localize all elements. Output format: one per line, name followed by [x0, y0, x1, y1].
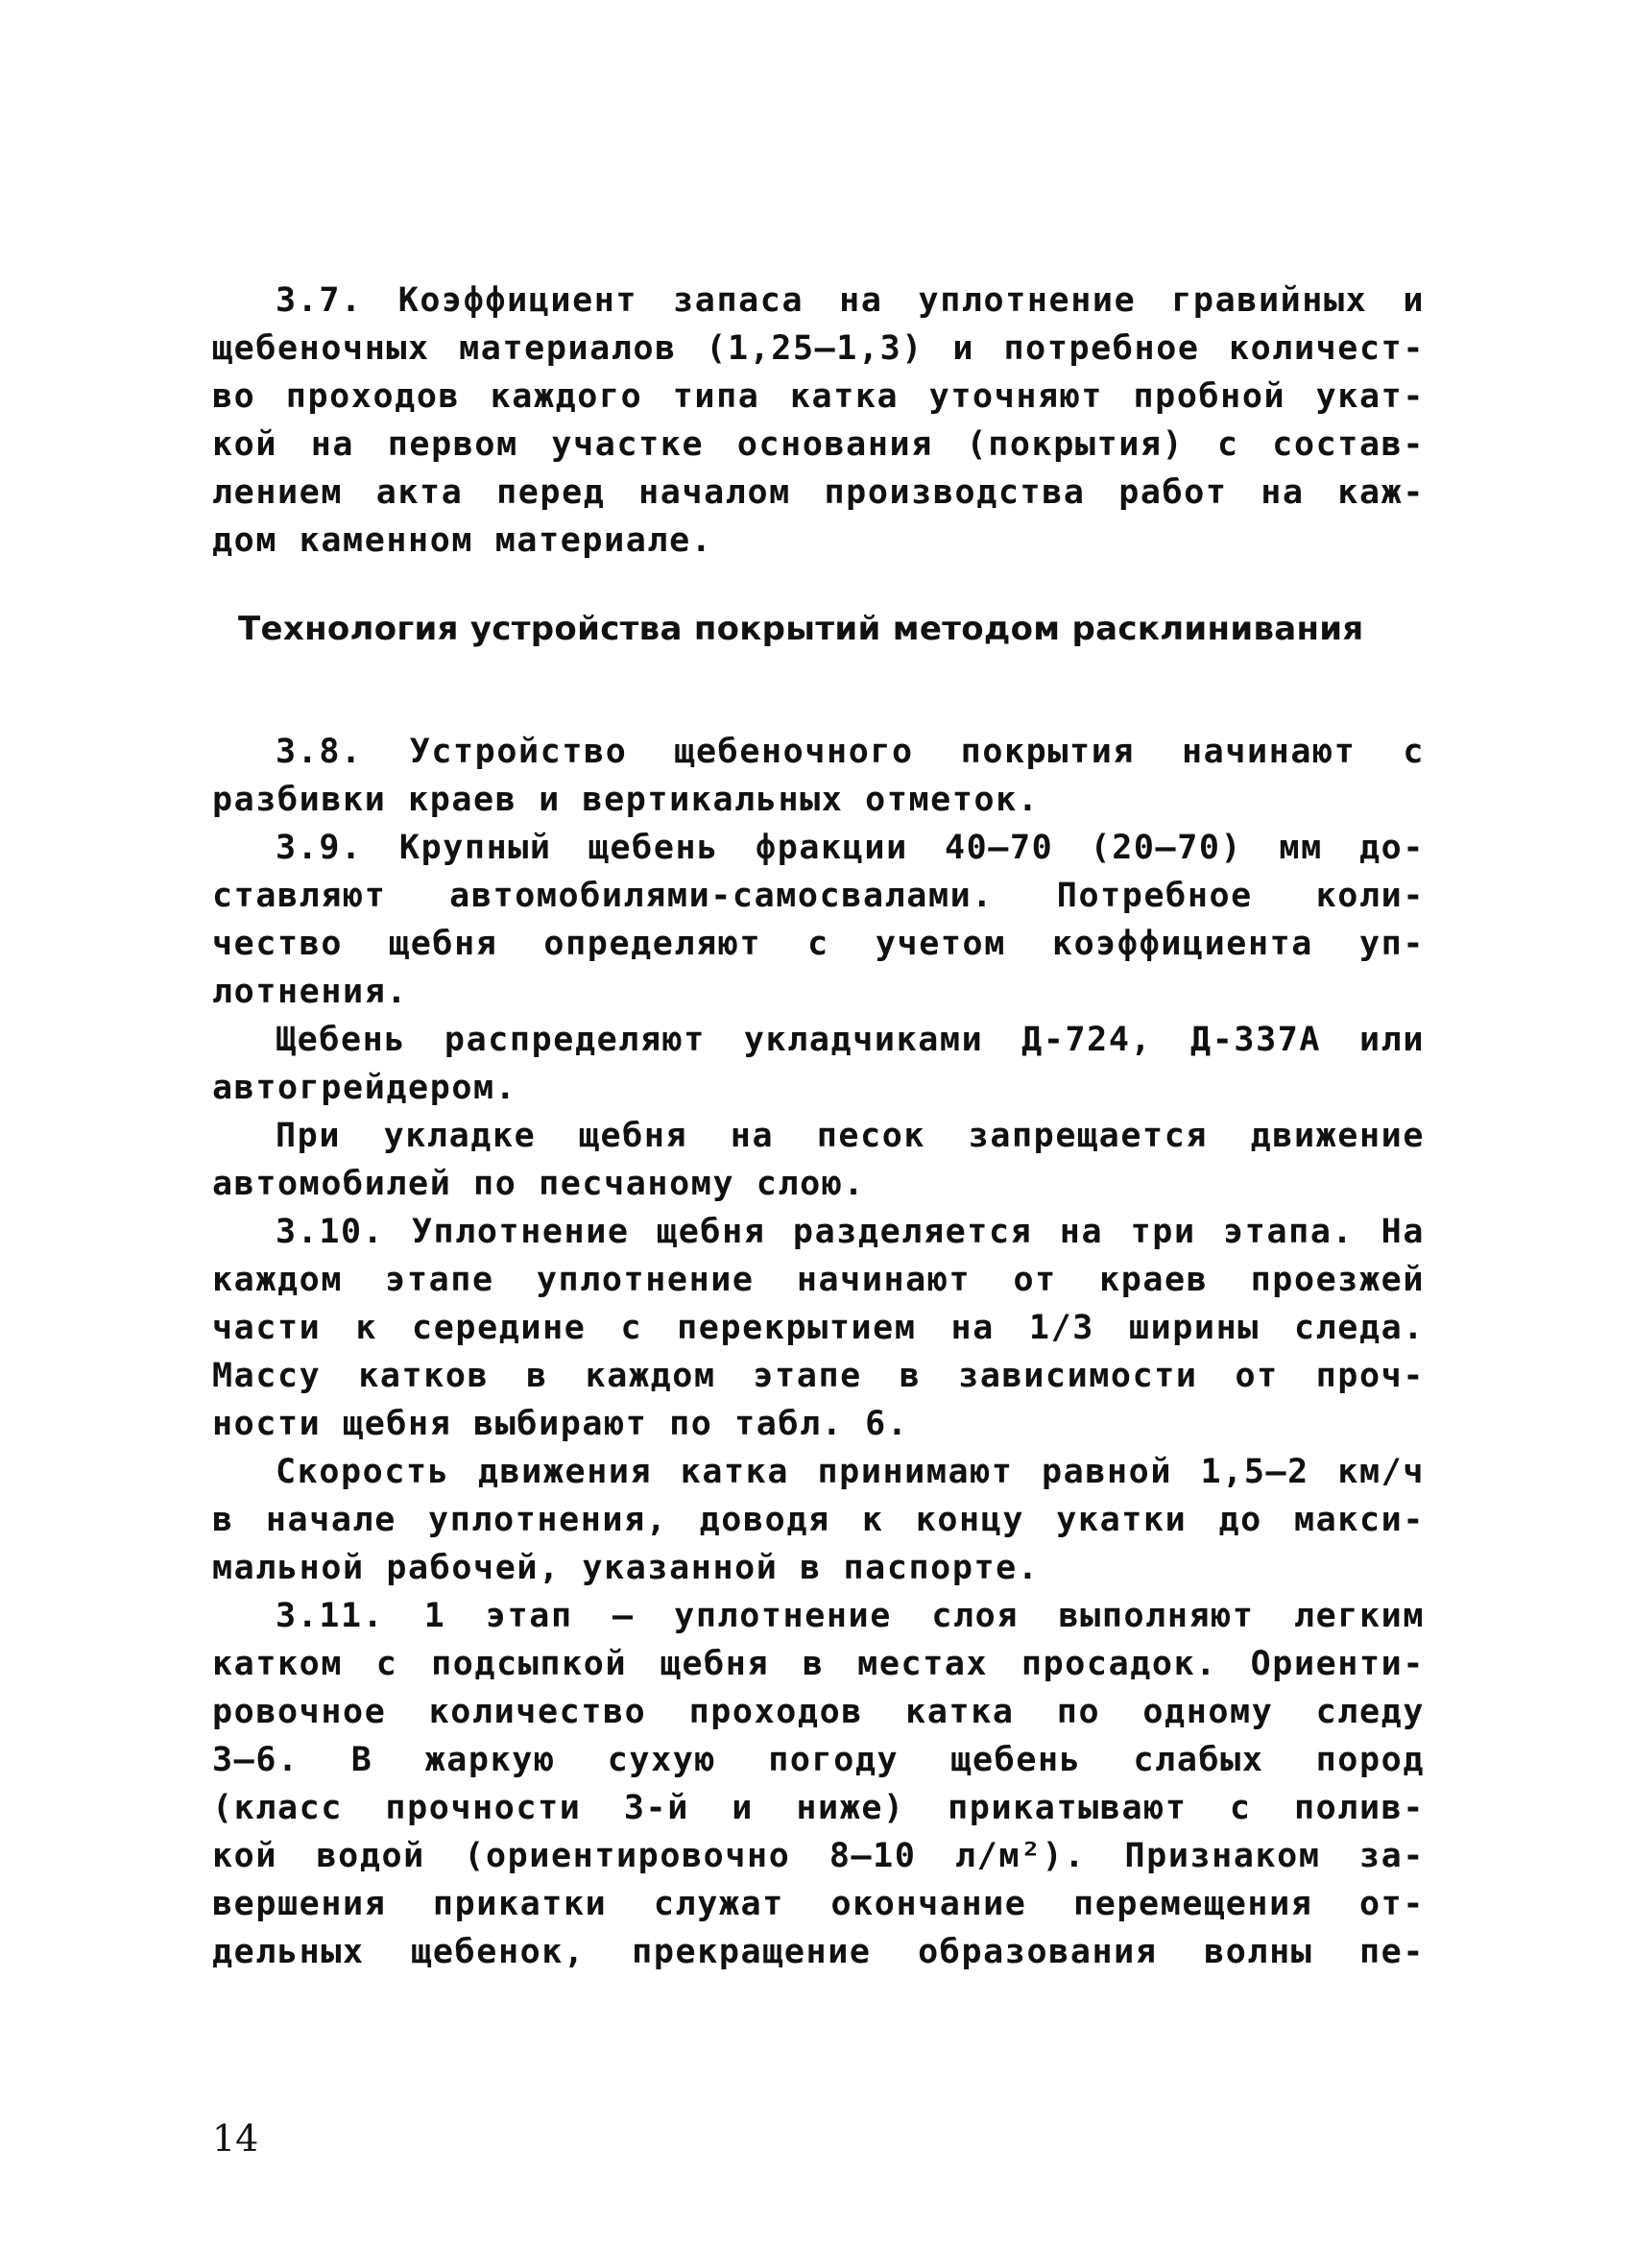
paragraph-3-9-line: лотнения. — [212, 973, 409, 1011]
paragraph-3-10-line: Скорость движения катка принимают равной 1,5–2 км/ч — [276, 1453, 1425, 1491]
paragraph-3-9-line: Щебень распределяют укладчиками Д-724, Д-337А или — [276, 1021, 1425, 1059]
paragraph-3-10-line: 3.10. Уплотнение щебня разделяется на три этапа. На — [276, 1213, 1425, 1251]
paragraph-3-7-line: кой на первом участке основания (покрытия) с состав- — [212, 425, 1425, 464]
paragraph-3-7-line: щебеночных материалов (1,25–1,3) и потребное количест- — [212, 329, 1425, 368]
paragraph-3-8-line: разбивки краев и вертикальных отметок. — [212, 781, 1040, 819]
paragraph-3-7-line: лением акта перед началом производства работ на каж- — [212, 473, 1425, 512]
paragraph-3-8-line: 3.8. Устройство щебеночного покрытия начинают с — [276, 733, 1425, 771]
paragraph-3-11-line: катком с подсыпкой щебня в местах просадок. Ориенти- — [212, 1645, 1425, 1683]
paragraph-3-10-line: части к середине с перекрытием на 1/3 ширины следа. — [212, 1309, 1425, 1347]
paragraph-3-11-line: (класс прочности 3-й и ниже) прикатывают с полив- — [212, 1789, 1425, 1827]
paragraph-3-11-line: вершения прикатки служат окончание перемещения от- — [212, 1885, 1425, 1923]
paragraph-3-9-line: чество щебня определяют с учетом коэффициента уп- — [212, 925, 1425, 963]
paragraph-3-11-line: ровочное количество проходов катка по одному следу — [212, 1693, 1425, 1731]
paragraph-3-11-line: 3–6. В жаркую сухую погоду щебень слабых пород — [212, 1741, 1425, 1779]
paragraph-3-10-line: Массу катков в каждом этапе в зависимости от проч- — [212, 1357, 1425, 1395]
paragraph-3-7-line: 3.7. Коэффициент запаса на уплотнение гравийных и — [276, 281, 1425, 320]
section-heading: Технология устройства покрытий методом расклинивания — [238, 610, 1364, 648]
paragraph-3-11-line: 3.11. 1 этап – уплотнение слоя выполняют легким — [276, 1597, 1425, 1635]
paragraph-3-11-line: кой водой (ориентировочно 8–10 л/м²). Признаком за- — [212, 1837, 1425, 1875]
paragraph-3-9-line: автогрейдером. — [212, 1069, 517, 1107]
paragraph-3-10-line: в начале уплотнения, доводя к концу укатки до макси- — [212, 1501, 1425, 1539]
paragraph-3-9-line: автомобилей по песчаному слою. — [212, 1165, 866, 1203]
paragraph-3-10-line: ности щебня выбирают по табл. 6. — [212, 1405, 909, 1443]
page-number: 14 — [212, 2117, 259, 2159]
paragraph-3-9-line: ставляют автомобилями-самосвалами. Потребное коли- — [212, 877, 1425, 915]
paragraph-3-10-line: мальной рабочей, указанной в паспорте. — [212, 1549, 1040, 1587]
paragraph-3-7-line: дом каменном материале. — [212, 521, 713, 560]
paragraph-3-11-line: дельных щебенок, прекращение образования волны пе- — [212, 1933, 1425, 1971]
paragraph-3-9-line: 3.9. Крупный щебень фракции 40–70 (20–70) мм до- — [276, 829, 1425, 867]
paragraph-3-10-line: каждом этапе уплотнение начинают от краев проезжей — [212, 1261, 1425, 1299]
paragraph-3-7-line: во проходов каждого типа катка уточняют пробной укат- — [212, 377, 1425, 416]
paragraph-3-9-line: При укладке щебня на песок запрещается движение — [276, 1117, 1425, 1155]
